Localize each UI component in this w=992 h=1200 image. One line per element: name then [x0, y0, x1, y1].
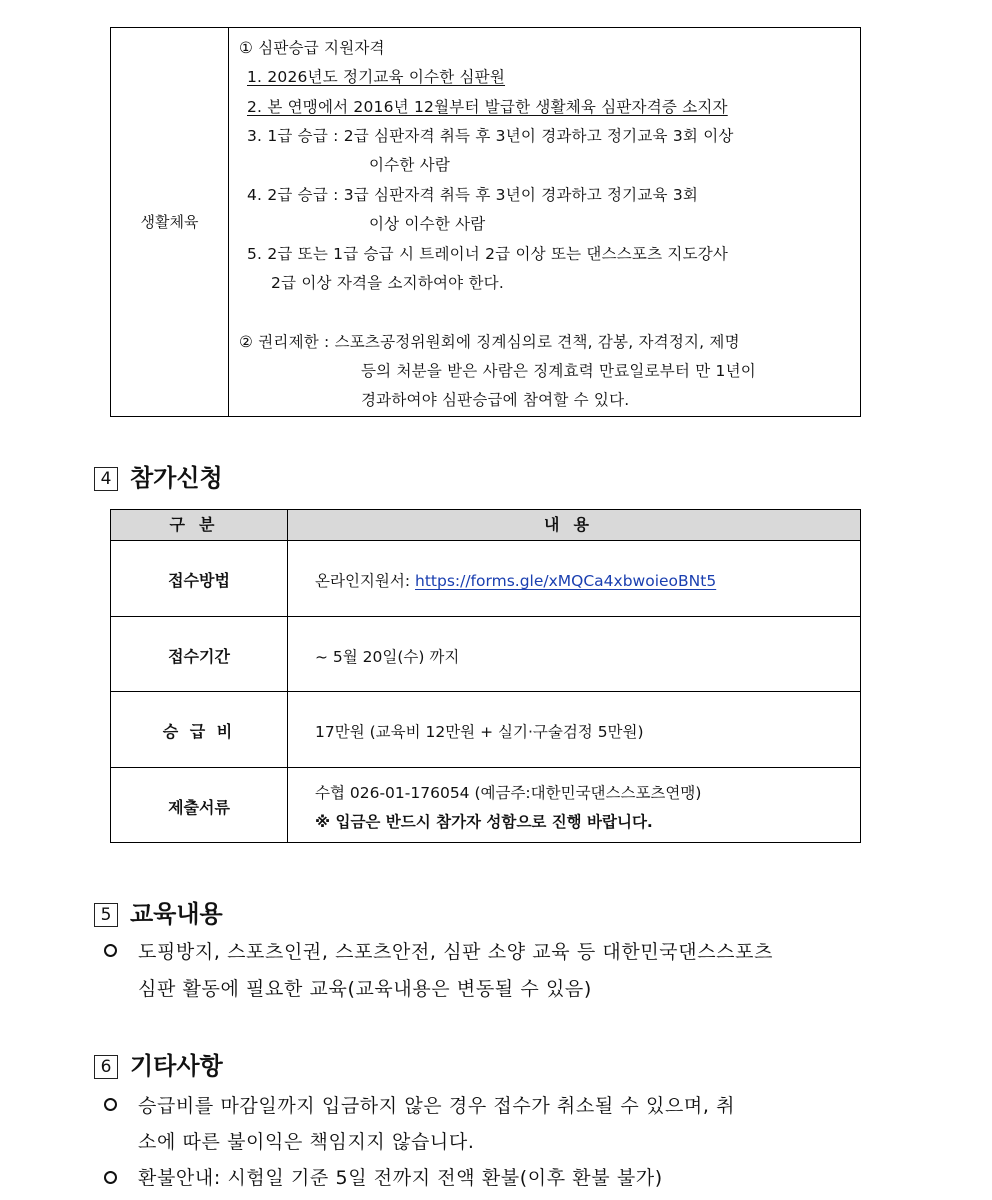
qualification-table	[110, 27, 861, 417]
row-value-period: ~ 5월 20일(수) 까지	[315, 648, 460, 666]
bullet-circle-icon	[104, 944, 117, 957]
column-divider	[287, 510, 288, 842]
row-label-fee: 승 급 비	[162, 722, 236, 741]
restriction-heading: ② 권리제한 : 스포츠공정위원회에 징계심의로 견책, 감봉, 자격정지, 제명	[239, 333, 740, 351]
row-divider	[111, 767, 860, 768]
qualification-item-3-cont: 이수한 사람	[369, 156, 450, 174]
column-divider	[228, 28, 229, 416]
category-cell: 생활체육	[140, 213, 199, 231]
row-label-documents: 제출서류	[168, 798, 230, 817]
row-value-account: 수협 026-01-176054 (예금주:대한민국댄스스포츠연맹)	[315, 784, 702, 802]
section-6-heading	[94, 1046, 223, 1081]
header-category: 구분	[169, 515, 229, 534]
row-label-period: 접수기간	[168, 647, 230, 666]
restriction-cont-1: 등의 처분을 받은 사람은 징계효력 만료일로부터 만 1년이	[361, 362, 756, 380]
row-value-fee: 17만원 (교육비 12만원 + 실기·구술검정 5만원)	[315, 723, 644, 741]
row-value-note: ※ 입금은 반드시 참가자 성함으로 진행 바랍니다.	[315, 813, 653, 831]
bullet-circle-icon	[104, 1098, 117, 1111]
qualification-item-5-cont: 2급 이상 자격을 소지하여야 한다.	[271, 274, 504, 292]
misc-line-1: 승급비를 마감일까지 입금하지 않은 경우 접수가 취소될 수 있으며, 취	[138, 1095, 736, 1117]
section-number: 5	[94, 903, 118, 927]
qualification-item-4: 4. 2급 승급 : 3급 심판자격 취득 후 3년이 경과하고 정기교육 3회	[247, 186, 699, 204]
restriction-cont-2: 경과하여야 심판승급에 참여할 수 있다.	[361, 391, 630, 409]
section-title: 교육내용	[130, 900, 223, 928]
misc-line-2: 소에 따른 불이익은 책임지지 않습니다.	[138, 1131, 475, 1153]
row-divider	[111, 691, 860, 692]
bullet-circle-icon	[104, 1171, 117, 1184]
section-number: 4	[94, 467, 118, 491]
qualification-item-4-cont: 이상 이수한 사람	[369, 215, 486, 233]
row-divider	[111, 616, 860, 617]
online-form-label: 온라인지원서:	[315, 572, 415, 590]
section-title: 참가신청	[130, 464, 223, 492]
section-number: 6	[94, 1055, 118, 1079]
refund-line: 환불안내: 시험일 기준 5일 전까지 전액 환불(이후 환불 불가)	[138, 1167, 663, 1189]
qualification-item-3: 3. 1급 승급 : 2급 심판자격 취득 후 3년이 경과하고 정기교육 3회 이상	[247, 127, 734, 145]
row-value-method	[315, 569, 716, 591]
section-4-heading	[94, 458, 223, 493]
education-line-2: 심판 활동에 필요한 교육(교육내용은 변동될 수 있음)	[138, 978, 592, 1000]
qualification-item-2: 2. 본 연맹에서 2016년 12월부터 발급한 생활체육 심판자격증 소지자	[247, 98, 728, 116]
online-form-link[interactable]: https://forms.gle/xMQCa4xbwoieoBNt5	[415, 572, 717, 590]
application-table	[110, 509, 861, 843]
qualification-heading: ① 심판승급 지원자격	[239, 39, 385, 57]
education-line-1: 도핑방지, 스포츠인권, 스포츠안전, 심판 소양 교육 등 대한민국댄스스포츠	[138, 941, 774, 963]
header-content: 내용	[544, 515, 603, 534]
row-label-method: 접수방법	[168, 571, 230, 590]
section-title: 기타사항	[130, 1052, 223, 1080]
section-5-heading	[94, 894, 223, 929]
qualification-item-5: 5. 2급 또는 1급 승급 시 트레이너 2급 이상 또는 댄스스포츠 지도강사	[247, 245, 729, 263]
qualification-item-1: 1. 2026년도 정기교육 이수한 심판원	[247, 68, 506, 86]
